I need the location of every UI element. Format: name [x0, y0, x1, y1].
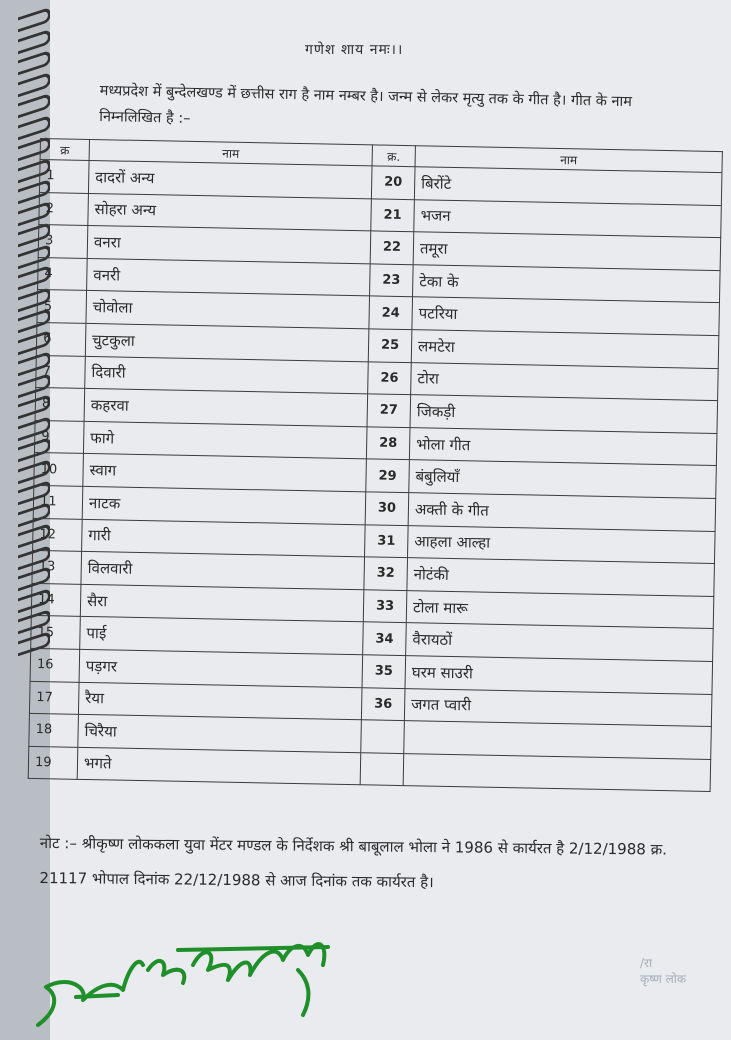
- serial-cell-left: 18: [29, 713, 79, 747]
- song-name-cell-left: चोवोला: [86, 291, 370, 329]
- serial-cell-right: 36: [361, 687, 405, 720]
- serial-cell-right: 22: [370, 231, 414, 264]
- serial-cell-left: 19: [28, 746, 78, 780]
- serial-cell-left: 7: [36, 355, 86, 389]
- page-heading: गणेश शाय नमः।।: [305, 42, 404, 58]
- song-name-cell-right: टोरा: [411, 362, 719, 400]
- serial-cell-left: 6: [36, 322, 86, 356]
- song-name-cell-left: पाई: [80, 617, 364, 655]
- song-name-cell-left: वनरी: [87, 258, 371, 296]
- spiral-ring: [18, 7, 51, 33]
- serial-cell-left: 13: [32, 551, 82, 585]
- song-name-cell-left: दिवारी: [85, 356, 369, 394]
- serial-cell-right: 25: [368, 329, 412, 362]
- serial-cell-left: 3: [38, 225, 88, 259]
- serial-cell-left: 14: [31, 583, 81, 617]
- serial-cell-right: 34: [363, 622, 407, 655]
- song-name-cell-left: सैरा: [80, 584, 364, 622]
- song-name-cell-right: बंबुलियाँ: [409, 460, 717, 498]
- song-name-cell-right: जिकड़ी: [410, 395, 718, 433]
- song-name-cell-right: घरम साउरी: [405, 656, 713, 694]
- song-name-cell-right: पटरिया: [412, 297, 720, 335]
- footer-note: नोट :– श्रीकृष्ण लोककला युवा मेंटर मण्डल के निर्देशक श्री बाबूलाल भोला ने 1986 से कार्यरत है 2/12/1988 क्र. 21117 भोपाल दिनांक 22/12/1988 से आज दिनांक तक कार्यरत है।: [39, 833, 668, 892]
- header-name-2: नाम: [415, 146, 722, 173]
- stamp-impression: [640, 955, 731, 1040]
- spiral-ring: [18, 93, 51, 119]
- song-name-cell-left: वनरा: [87, 226, 371, 264]
- serial-cell-right: 26: [368, 361, 412, 394]
- song-name-cell-left: चिरैया: [78, 714, 362, 752]
- serial-cell-right: 33: [363, 590, 407, 623]
- serial-cell-left: 11: [33, 485, 83, 519]
- serial-cell-right: 32: [364, 557, 408, 590]
- songs-table: [28, 138, 723, 792]
- song-name-cell-left: रैया: [78, 682, 362, 720]
- song-name-cell-right: बिरोंटे: [414, 167, 722, 205]
- song-name-cell-right: टेका के: [413, 264, 721, 302]
- serial-cell-left: 10: [34, 453, 84, 487]
- song-name-cell-left: भगते: [77, 747, 361, 785]
- song-name-cell-right: भजन: [414, 199, 722, 237]
- song-name-cell-left: फागे: [83, 421, 367, 459]
- song-name-cell-left: दादरों अन्य: [88, 160, 372, 198]
- serial-cell-right: [361, 720, 405, 753]
- song-name-cell-left: स्वाग: [83, 454, 367, 492]
- serial-cell-right: 27: [367, 394, 411, 427]
- song-name-cell-right: [403, 753, 711, 791]
- song-name-cell-left: विलवारी: [81, 551, 365, 589]
- serial-cell-right: 24: [369, 296, 413, 329]
- handwritten-signature: [28, 925, 348, 1035]
- serial-cell-right: 29: [366, 459, 410, 492]
- song-name-cell-left: कहरवा: [84, 389, 368, 427]
- song-name-cell-right: अक्ती के गीत: [408, 493, 716, 531]
- serial-cell-left: 17: [29, 681, 79, 715]
- stamp-line-2: कृष्ण लोक: [640, 972, 687, 986]
- serial-cell-right: 21: [371, 198, 415, 231]
- serial-cell-right: 23: [370, 264, 414, 297]
- serial-cell-right: 35: [362, 655, 406, 688]
- serial-cell-left: 8: [35, 388, 85, 422]
- serial-cell-right: 28: [366, 427, 410, 460]
- serial-cell-left: 16: [30, 648, 80, 682]
- serial-cell-left: 15: [31, 616, 81, 650]
- song-name-cell-left: नाटक: [82, 486, 366, 524]
- song-name-cell-left: सोहरा अन्य: [88, 193, 372, 231]
- spiral-ring: [18, 71, 51, 97]
- song-name-cell-left: पड़गर: [79, 649, 363, 687]
- song-name-cell-right: लमटेरा: [411, 330, 719, 368]
- song-name-cell-right: नोटंकी: [407, 558, 715, 596]
- stamp-line-1: /रा: [640, 956, 653, 970]
- spiral-ring: [18, 28, 51, 54]
- spiral-ring: [18, 50, 51, 76]
- serial-cell-right: 30: [365, 492, 409, 525]
- song-name-cell-left: चुटकुला: [85, 323, 369, 361]
- song-name-cell-right: आहला आल्हा: [408, 525, 716, 563]
- serial-cell-left: 4: [38, 257, 88, 291]
- header-serial-1: क्र: [40, 139, 89, 161]
- serial-cell-left: 2: [39, 192, 89, 226]
- serial-cell-right: [360, 752, 404, 785]
- song-name-cell-right: तमूरा: [413, 232, 721, 270]
- serial-cell-left: 1: [39, 160, 89, 194]
- serial-cell-right: 20: [371, 166, 415, 199]
- song-name-cell-left: गारी: [82, 519, 366, 557]
- serial-cell-left: 5: [37, 290, 87, 324]
- song-name-cell-right: टोला मारू: [406, 590, 714, 628]
- intro-paragraph: मध्यप्रदेश में बुन्देलखण्ड में छत्तीस राग है नाम नम्बर है। जन्म से लेकर मृत्यु तक के गीत है। गीत के नाम निम्नलिखित है :–: [99, 82, 633, 127]
- song-name-cell-right: जगत प्वारी: [404, 688, 712, 726]
- spiral-ring: [18, 114, 51, 140]
- header-name-1: नाम: [89, 139, 372, 165]
- serial-cell-left: 9: [34, 420, 84, 454]
- serial-cell-right: 31: [365, 524, 409, 557]
- serial-cell-left: 12: [33, 518, 83, 552]
- song-name-cell-right: भोला गीत: [409, 427, 717, 465]
- header-serial-2: क्र.: [372, 145, 415, 167]
- song-name-cell-right: वैरायठों: [406, 623, 714, 661]
